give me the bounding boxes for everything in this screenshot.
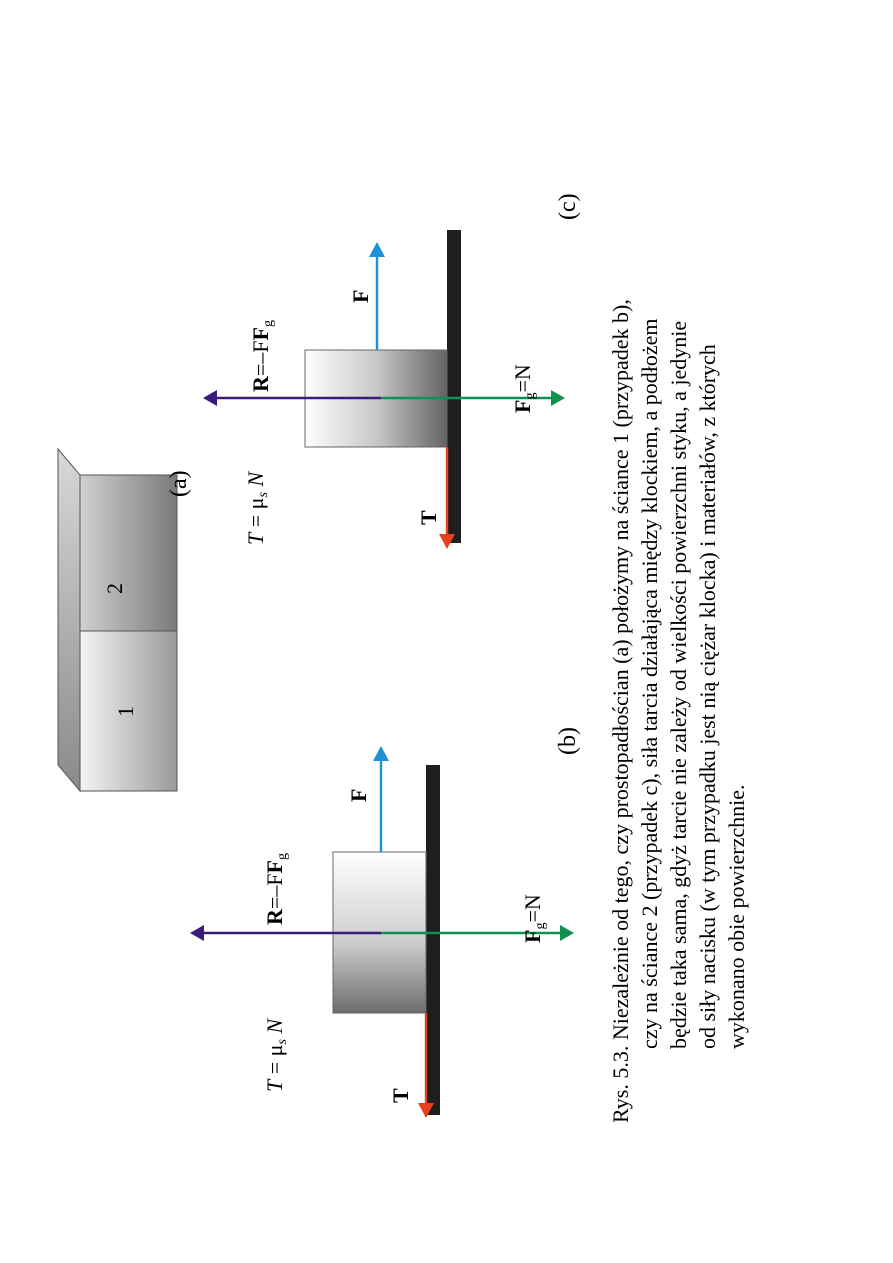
panel-a-block — [58, 449, 177, 791]
reaction-arrowhead-c — [203, 390, 217, 406]
caption-line-3: będzie taka sama, gdyż tarcie nie zależy od wielkości powierzchni styku, a jedynie — [666, 320, 691, 1049]
figure-caption — [606, 73, 751, 1123]
caption-line-4: od siły nacisku (w tym przypadku jest nią ciężar klocka) i materiałów, z których — [695, 344, 720, 1049]
applied-label-b: F — [346, 788, 371, 802]
formula-b: $T = \mu_s$ N — [262, 1018, 290, 1092]
caption-line-1: Rys. 5.3. Niezależnie od tego, czy prostopadłościan (a) położymy na ściance 1 (przypadek b), — [608, 299, 633, 1123]
friction-label-b: T — [388, 1088, 413, 1103]
reaction-label-b: $R=-FF_g$ — [262, 853, 290, 925]
reaction-arrowhead-b — [190, 925, 204, 941]
block-a-top-face — [58, 449, 80, 791]
panel-c-label: (c) — [555, 193, 581, 220]
reaction-label-c: $R=-FF_g$ — [248, 320, 276, 392]
formula-c: $T = \mu_s$ N — [243, 471, 271, 545]
block-a-right-face — [80, 475, 177, 631]
face-2-label: 2 — [102, 583, 127, 594]
normal-label-b: $F_g=N$ — [520, 894, 548, 943]
panel-a-label: (a) — [166, 470, 192, 497]
caption-line-2: czy na ściance 2 (przypadek c), siła tarcia działająca między klockiem, a podłożem — [637, 318, 662, 1049]
applied-arrowhead-b — [373, 746, 389, 761]
ground-c — [447, 230, 461, 543]
ground-b — [426, 765, 440, 1115]
panel-b-label: (b) — [555, 727, 581, 755]
applied-arrowhead-c — [369, 242, 385, 257]
face-1-label: 1 — [113, 706, 138, 717]
friction-label-c: T — [416, 510, 441, 525]
panel-b — [190, 746, 574, 1118]
normal-arrowhead-b — [560, 925, 574, 941]
applied-label-c: F — [348, 289, 373, 303]
normal-arrowhead-c — [551, 390, 565, 406]
caption-line-5: wykonano obie powierzchnie. — [724, 784, 749, 1049]
normal-label-c: $F_g=N$ — [510, 364, 538, 413]
